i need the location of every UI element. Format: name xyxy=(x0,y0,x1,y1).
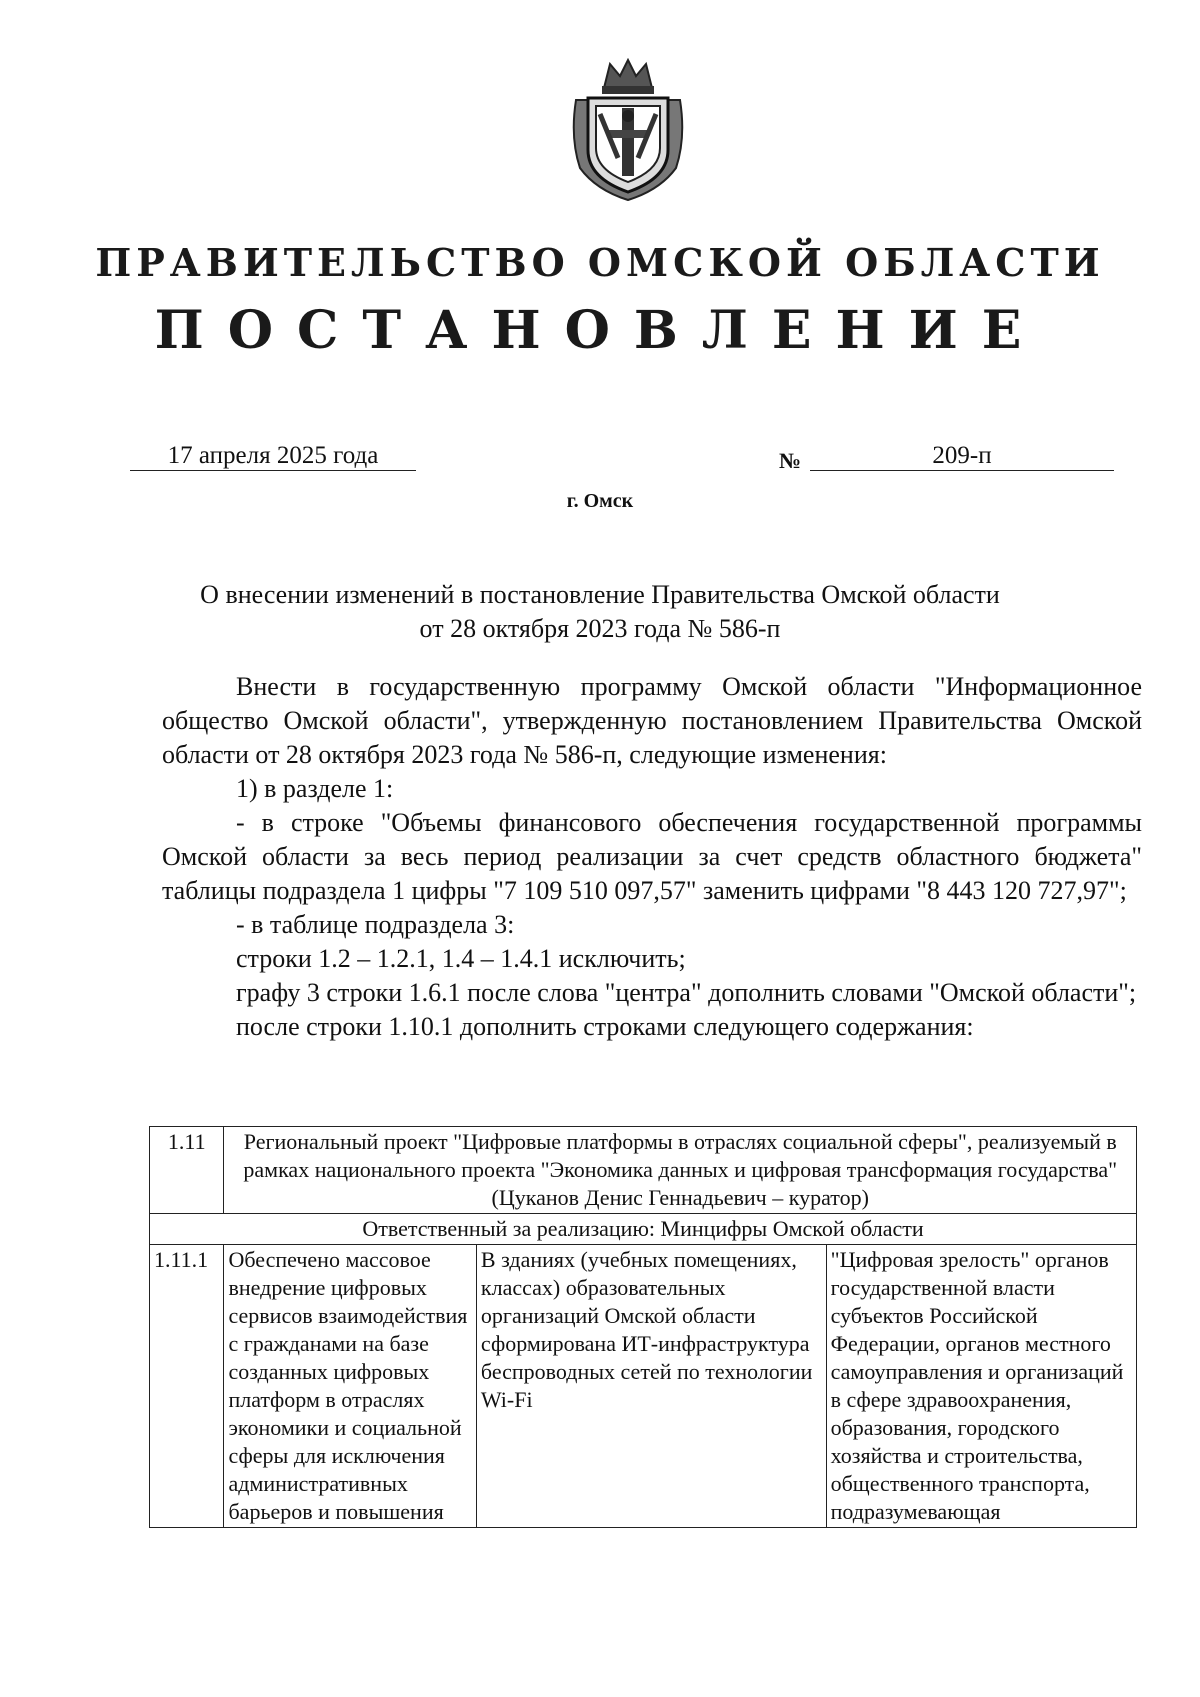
subject-line-2: от 28 октября 2023 года № 586-п xyxy=(419,614,781,643)
coat-of-arms-icon xyxy=(566,58,690,202)
row-number: 1.11 xyxy=(150,1127,224,1214)
indicator-cell: "Цифровая зрелость" органов государственной власти субъектов Российской Федерации, органов местного самоуправления и организаций в сфере здравоохранения, образования, городского хозяйства и строительства, общественного транспорта, подразумевающая xyxy=(826,1245,1136,1528)
subject-line-1: О внесении изменений в постановление Правительства Омской области xyxy=(200,580,1000,609)
table-row xyxy=(150,1214,1137,1245)
task-cell: Обеспечено массовое внедрение цифровых сервисов взаимодействия с гражданами на базе созданных цифровых платформ в отраслях экономики и социальной сферы для исключения административных барьеров и повышения xyxy=(224,1245,476,1528)
paragraph-section: 1) в разделе 1: xyxy=(236,774,394,803)
result-cell: В зданиях (учебных помещениях, классах) образовательных организаций Омской области сформирована ИТ-инфраструктура беспроводных сетей по технологии Wi-Fi xyxy=(476,1245,826,1528)
paragraph-column-change: графу 3 строки 1.6.1 после слова "центра" дополнить словами "Омской области"; xyxy=(236,978,1137,1007)
document-body xyxy=(162,670,1142,1044)
document-type: ПОСТАНОВЛЕНИЕ xyxy=(154,300,1046,361)
document-number: 209-п xyxy=(810,442,1114,471)
table-row xyxy=(150,1245,1137,1528)
authority-title: ПРАВИТЕЛЬСТВО ОМСКОЙ ОБЛАСТИ xyxy=(95,240,1105,285)
paragraph-budget-change: - в строке "Объемы финансового обеспечения государственной программы Омской области за весь период реализации за счет средств областного бюджета" таблицы подраздела 1 цифры "7 109 510 097,57" заменить цифрами "8 443 120 727,97"; xyxy=(162,808,1142,905)
document-date: 17 апреля 2025 года xyxy=(130,442,416,471)
row-number: 1.11.1 xyxy=(150,1245,224,1528)
table-row xyxy=(150,1127,1137,1214)
project-title: Региональный проект "Цифровые платформы в отраслях социальной сферы", реализуемый в рамках национального проекта "Экономика данных и цифровая трансформация государства" (Цуканов Денис Геннадьевич – куратор) xyxy=(224,1127,1137,1214)
inserted-rows-table xyxy=(149,1126,1137,1528)
paragraph-rows-added: после строки 1.10.1 дополнить строками следующего содержания: xyxy=(236,1012,974,1041)
city: г. Омск xyxy=(566,490,634,512)
responsible-line: Ответственный за реализацию: Минцифры Омской области xyxy=(150,1214,1137,1245)
paragraph-table: - в таблице подраздела 3: xyxy=(236,910,515,939)
paragraph-rows-removed: строки 1.2 – 1.2.1, 1.4 – 1.4.1 исключить; xyxy=(236,944,686,973)
number-sign: № xyxy=(779,448,802,473)
paragraph-intro: Внести в государственную программу Омской области "Информационное общество Омской области", утвержденную постановлением Правительства Омской области от 28 октября 2023 года № 586-п, следующие изменения: xyxy=(162,672,1142,769)
document-subject xyxy=(160,578,1040,646)
